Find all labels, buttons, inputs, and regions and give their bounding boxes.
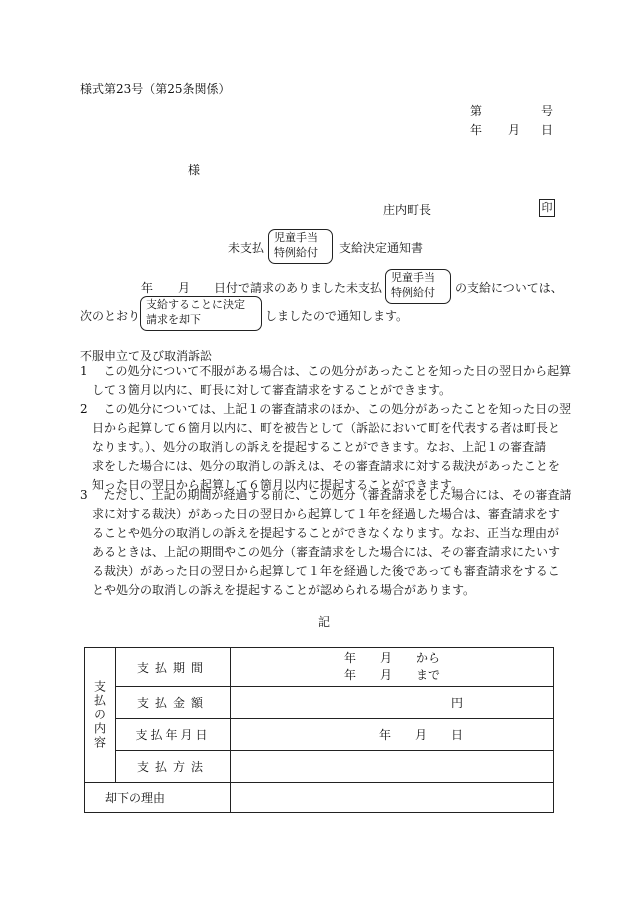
body-part3: 次のとおり xyxy=(80,309,141,323)
payment-date-label: 支払年月日 xyxy=(116,719,231,751)
appeal-item-line: 日から起算して６箇月以内に、町を被告として（訴訟において町を代表する者は町長と xyxy=(92,421,561,435)
date-day: 日 xyxy=(541,123,554,137)
method-label: 支払方法 xyxy=(116,751,231,783)
body-year: 年 xyxy=(141,281,154,295)
rejection-reason-label: 却下の理由 xyxy=(85,783,231,813)
appeal-item-line: る裁決）があった日の翌日から起算して１年を経過した後であっても審査請求をするこ xyxy=(92,564,560,578)
method-value[interactable] xyxy=(231,751,554,783)
decision-line2: 請求を却下 xyxy=(146,313,201,326)
appeal-item-line: あるときは、上記の期間やこの処分（審査請求をした場合には、その審査請求にたいす xyxy=(92,545,561,559)
appeal-item-line: 3 ただし、上記の期間が経過する前に、この処分（審査請求をした場合には、その審査請 xyxy=(80,488,572,502)
appeal-heading: 不服申立て及び取消訴訟 xyxy=(80,349,213,363)
doc-number-prefix: 第 xyxy=(470,104,483,118)
body-part4: しましたので通知します。 xyxy=(265,309,409,323)
body-brace-line1: 児童手当 xyxy=(391,271,435,284)
period-value-cell[interactable] xyxy=(231,648,554,687)
appeal-item-line: とや処分の取消しの訴えを提起することが認められる場合があります。 xyxy=(92,583,476,597)
appeal-item-line: 求に対する裁決）があった日の翌日から起算して１年を経過した場合は、審査請求をす xyxy=(92,507,560,521)
appeal-item-line: 2 この処分については、上記１の審査請求のほか、この処分があったことを知った日の翌 xyxy=(80,402,572,416)
ki-note: 記 xyxy=(318,615,331,629)
period-from: 年 月 から xyxy=(343,651,440,665)
appeal-item-line: ることや処分の取消しの訴えを提起することができなくなります。なお、正当な理由が xyxy=(92,526,560,540)
appeal-item-line: して３箇月以内に、町長に対して審査請求をすることができます。 xyxy=(92,383,452,397)
period-label: 支払期間 xyxy=(116,648,231,687)
rejection-reason-value[interactable] xyxy=(231,783,554,813)
doc-number-suffix: 号 xyxy=(541,104,554,118)
body-part1: 日付で請求のありました未支払 xyxy=(214,281,383,295)
form-id: 様式第23号（第25条関係） xyxy=(80,82,231,96)
date-month: 月 xyxy=(508,123,521,137)
addressee-sama: 様 xyxy=(188,163,201,177)
appeal-item-line: 1 この処分について不服がある場合は、この処分があったことを知った日の翌日から起算 xyxy=(80,364,572,378)
payment-content-group-label: 支払の内容 xyxy=(92,680,107,750)
date-year: 年 xyxy=(470,123,483,137)
payment-content-group-cell xyxy=(85,648,116,783)
title-brace-line2: 特例給付 xyxy=(274,246,318,259)
seal-mark: 印 xyxy=(539,199,555,217)
amount-label: 支払金額 xyxy=(116,687,231,719)
payment-detail-table xyxy=(84,647,554,813)
payment-date-value[interactable]: 年 月 日 xyxy=(231,719,554,751)
appeal-item-line: 求をした場合には、処分の取消しの訴えは、その審査請求に対する裁決があったことを xyxy=(92,459,560,473)
appeal-item-line: 知った日の翌日から起算して６箇月以内に提起することができます。 xyxy=(92,478,464,492)
body-part2: の支給については、 xyxy=(455,281,563,295)
appeal-item-line: なります。）、処分の取消しの訴えを提起することができます。なお、上記１の審査請 xyxy=(92,440,547,454)
issuer-name: 庄内町長 xyxy=(383,203,432,217)
title-suffix: 支給決定通知書 xyxy=(339,241,424,255)
amount-value[interactable]: 円 xyxy=(231,687,554,719)
title-brace-line1: 児童手当 xyxy=(274,231,318,244)
appeal-item-1 xyxy=(80,362,572,400)
body-brace-line2: 特例給付 xyxy=(391,286,435,299)
period-to: 年 月 まで xyxy=(343,668,440,682)
title-prefix: 未支払 xyxy=(228,241,265,255)
body-month: 月 xyxy=(178,281,191,295)
decision-line1: 支給することに決定 xyxy=(146,298,245,311)
appeal-item-3 xyxy=(80,486,572,600)
